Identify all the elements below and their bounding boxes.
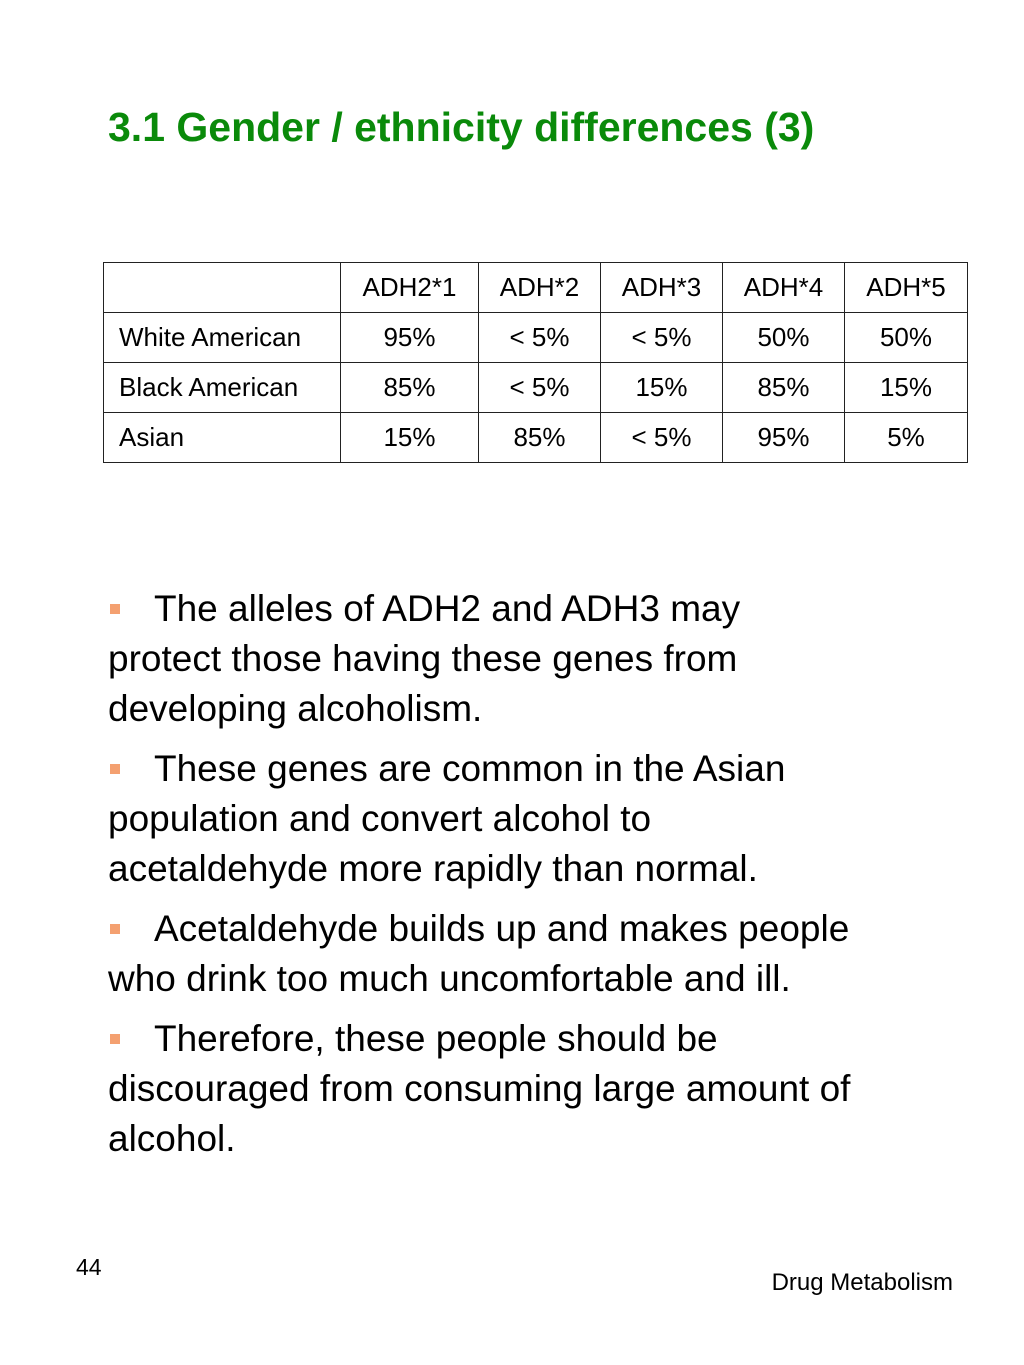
bullet-item [108, 584, 858, 734]
table-cell: 95% [723, 413, 845, 463]
table-cell: < 5% [601, 413, 723, 463]
column-header [104, 263, 341, 313]
table-cell: 50% [723, 313, 845, 363]
table-row [104, 413, 968, 463]
bullet-text: Acetaldehyde builds up and makes people who drink too much uncomfortable and ill. [108, 908, 850, 999]
column-header: ADH*4 [723, 263, 845, 313]
row-label: Asian [104, 413, 341, 463]
column-header: ADH*3 [601, 263, 723, 313]
table-row [104, 313, 968, 363]
bullet-text: The alleles of ADH2 and ADH3 may protect those having these genes from developing alcoholism. [108, 588, 741, 729]
bullet-item [108, 904, 858, 1004]
table-cell: < 5% [479, 363, 601, 413]
table-cell: 15% [601, 363, 723, 413]
table-cell: 50% [845, 313, 968, 363]
footer-label: Drug Metabolism [771, 1269, 953, 1296]
table-cell: < 5% [479, 313, 601, 363]
table-cell: < 5% [601, 313, 723, 363]
allele-frequency-table [103, 262, 968, 463]
square-bullet-icon [110, 764, 120, 774]
square-bullet-icon [110, 1034, 120, 1044]
table-header-row [104, 263, 968, 313]
table-row [104, 363, 968, 413]
slide-title: 3.1 Gender / ethnicity differences (3) [108, 104, 815, 150]
column-header: ADH2*1 [341, 263, 479, 313]
table-cell: 5% [845, 413, 968, 463]
column-header: ADH*2 [479, 263, 601, 313]
table-cell: 95% [341, 313, 479, 363]
row-label: Black American [104, 363, 341, 413]
table-cell: 15% [341, 413, 479, 463]
table-cell: 85% [723, 363, 845, 413]
table-cell: 85% [479, 413, 601, 463]
row-label: White American [104, 313, 341, 363]
bullet-item [108, 1014, 858, 1164]
table-cell: 15% [845, 363, 968, 413]
bullet-item [108, 744, 858, 894]
square-bullet-icon [110, 924, 120, 934]
bullet-text: Therefore, these people should be discouraged from consuming large amount of alcohol. [108, 1018, 851, 1159]
bullet-text: These genes are common in the Asian population and convert alcohol to acetaldehyde more rapidly than normal. [108, 748, 786, 889]
square-bullet-icon [110, 604, 120, 614]
column-header: ADH*5 [845, 263, 968, 313]
bullet-list [108, 584, 858, 1174]
table-cell: 85% [341, 363, 479, 413]
page-number: 44 [76, 1254, 102, 1280]
